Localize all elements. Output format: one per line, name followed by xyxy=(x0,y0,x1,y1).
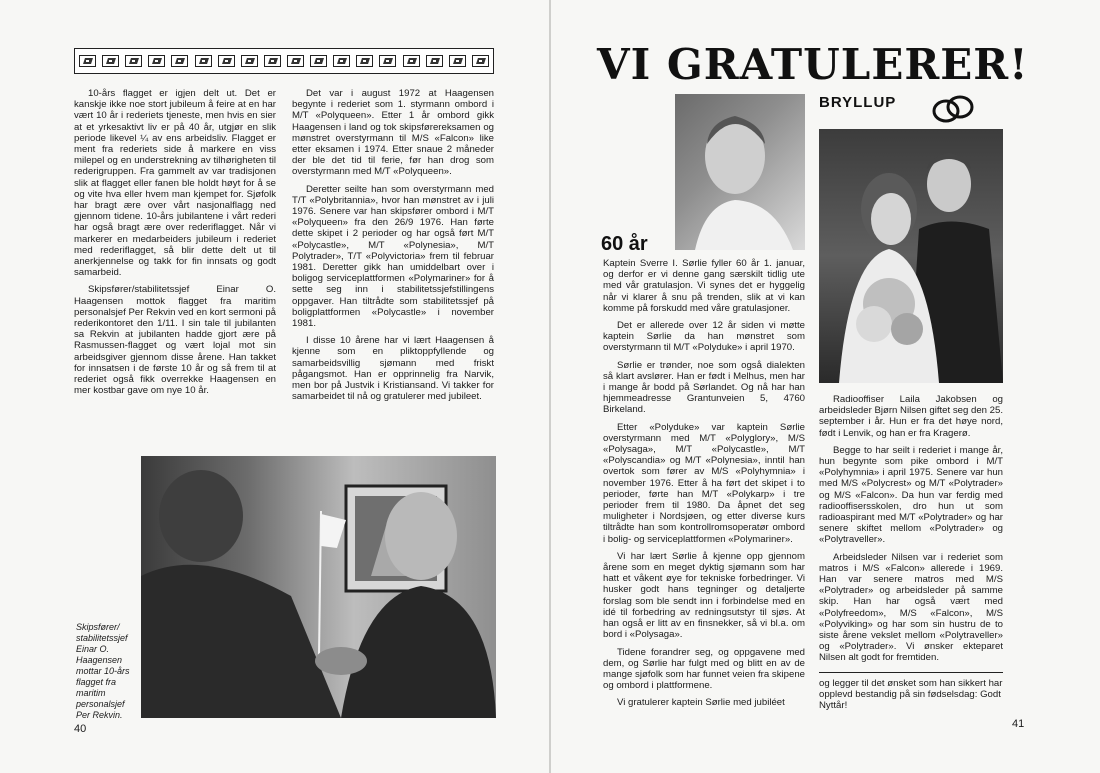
company-flag-icon xyxy=(356,55,373,67)
page-number: 41 xyxy=(1012,718,1025,730)
column-divider xyxy=(819,672,1003,673)
article-paragraph: Vi har lært Sørlie å kjenne opp gjennom årene som en meget dyktig sjømann som har hatt et våkent øye for tekniske forbedringer. Vi husker godt hans tegninger og detaljerte forslag som ble sendt inn i forbindelse med en idé til forbedring av redningsutstyr til sjøs. At han også er litt av en finsnekker, så vi bl.a. om bord i «Polysaga». xyxy=(603,550,805,641)
flag-handover-photo-illustration xyxy=(141,456,496,718)
company-flag-icon xyxy=(472,55,489,67)
birthday-portrait-photo xyxy=(675,94,805,250)
photo-caption: Skipsfører/ stabilitetssjef Einar O. Haagensen mottar 10-års flagget fra maritim personalsjef Per Rekvin. xyxy=(76,622,130,720)
company-flag-icon xyxy=(241,55,258,67)
article-paragraph: og legger til det ønsket som han sikkert har opplevd bestandig på sin fødselsdag: Godt Nyttår! xyxy=(819,678,1003,712)
company-flag-icon xyxy=(426,55,443,67)
company-flag-icon xyxy=(195,55,212,67)
page-number: 40 xyxy=(74,723,87,735)
company-flag-icon xyxy=(171,55,188,67)
article-paragraph: Det er allerede over 12 år siden vi møtte kaptein Sørlie da han mønstret som overstyrmann til M/T «Polyduke» i april 1970. xyxy=(603,320,805,354)
birthday-portrait-illustration xyxy=(675,94,805,250)
article-column-1 xyxy=(74,88,276,402)
article-paragraph: Etter «Polyduke» var kaptein Sørlie overstyrmann med M/T «Polyglory», M/S «Polysaga», M/T «Polycastle», M/T «Polyscandia» og M/T «Polynesia», inntil han overtok som fører av M/S «Polyhymnia» i november 1976. Etter å ha ført det skipet i to perioder, førte han M/T «Polykarp» i tre perioder frem til 1980. Da åpnet det seg muligheter i Nordsjøen, og etter diverse kurs tiltrådte han som kontrollromsoperatør ombord i bolig- og serviceplattformen «Polymariner». xyxy=(603,421,805,545)
birthday-label: 60 år xyxy=(601,233,648,255)
article-paragraph: 10-års flagget er igjen delt ut. Det er kanskje ikke noe stort jubileum å feire at en har vært 10 år i rederiets tjeneste, men hvis en sier at et yrkesaktivt liv er på 40 år, utgjør en slik periode likevel ¼ av ens arbeidsliv. Flagget er ment fra rederiets side å markere en viss milepel og en understrekning av tilhørigheten til rederigruppen. Fra gammelt av var tradisjonen slik at flagget eller fanen ble holdt høyt for å se og vite hva eller hvem man kjempet for. Sjøfolk har bragt ære over vårt nasjonalflagg ned gjennom tidene. 10-års jubilantene i vårt rederi har også bragt ære over rederiflagget. Når vi markerer en medarbeiders jubileum i rederiet med rederiflagget, så blir dette delt ut til anerkjennelse og takk for fin innsats og godt samarbeid. xyxy=(74,88,276,279)
company-flag-icon xyxy=(333,55,350,67)
company-flag-icon xyxy=(125,55,142,67)
article-paragraph: Tidene forandrer seg, og oppgavene med dem, og Sørlie har fulgt med og blitt en av de mange sjøfolk som har funnet veien fra skipene og ombord i plattformene. xyxy=(603,646,805,692)
birthday-continuation xyxy=(819,678,1003,718)
wedding-rings-icon xyxy=(929,92,977,126)
article-paragraph: Deretter seilte han som overstyrmann med T/T «Polybritannia», hvor han mønstret av i juli 1976. Senere var han skipsfører ombord i M/T «Polyqueen» fra den 26/9 1976. Han førte dette skipet i 2 perioder og har også ført M/T «Polycastle», M/T «Polynesia», M/T Polytrader», T/T «Polyvictoria» frem til februar 1981. Deretter gikk han umiddelbart over i boligog serviceplattformen «Polymariner» for å sette seg inn i stabilitetssjefstillingens oppgaver. Han tiltrådte som stabilitetssjef på boligplattformen «Polycastle» i november 1981. xyxy=(292,183,494,330)
company-flag-icon xyxy=(79,55,96,67)
article-paragraph: Kaptein Sverre I. Sørlie fyller 60 år 1. januar, og derfor er vi denne gang særskilt tidlig ute med vår gratulasjon. Vi synes det er hyggelig når vi klarer å snu på trenden, slik at vi kan komme på forskudd med våre gratulasjoner. xyxy=(603,258,805,314)
article-paragraph: Skipsfører/stabilitetssjef Einar O. Haagensen mottok flagget fra maritim personalsjef Per Rekvin ved en kort sermoni på rederikontoret den 1/11. I sin tale til jubilanten sa Rekvin at jubilanten hadde gjort ære på Rasmussen-flagget og vært lojal mot sin arbeidsgiver gjennom disse årene. Han takket for innsatsen i de første 10 år og så frem til at rederiet også fikk overrekke Haagensen en mer kostbar gave om nye 10 år. xyxy=(74,284,276,397)
flag-handover-photo xyxy=(141,456,496,718)
company-flag-icon xyxy=(310,55,327,67)
article-paragraph: Sørlie er trønder, noe som også dialekten så klart avslører. Han er født i Melhus, men har i mange år bodd på Sørlandet. Og nå har han hjemmeadresse Grantunveien 5, 4760 Birkeland. xyxy=(603,359,805,416)
company-flag-icon xyxy=(403,55,420,67)
wedding-column xyxy=(819,394,1003,670)
company-flag-icon xyxy=(379,55,396,67)
company-flag-icon xyxy=(148,55,165,67)
company-flag-icon xyxy=(102,55,119,67)
company-flag-icon xyxy=(218,55,235,67)
wedding-photo-illustration xyxy=(819,129,1003,383)
page-40 xyxy=(0,0,549,773)
article-paragraph: I disse 10 årene har vi lært Haagensen å kjenne som en pliktoppfyllende og samarbeidsvillig sjømann med friskt pågangsmot. Han er opprinnelig fra Narvik, men bor på Justvik i Kristiansand. Vi takker for samarbeidet til nå og gratulerer med jubileet. xyxy=(292,335,494,403)
wedding-label: BRYLLUP xyxy=(819,94,897,111)
page-headline: VI GRATULERER! xyxy=(597,40,1029,89)
article-column-2 xyxy=(292,88,494,408)
article-paragraph: Vi gratulerer kaptein Sørlie med jubiléet xyxy=(617,697,785,709)
company-flag-icon xyxy=(449,55,466,67)
article-paragraph: Arbeidsleder Nilsen var i rederiet som matros i M/S «Falcon» allerede i 1969. Han var senere matros med M/S «Polytrader» og arbeidsleder på samme skip. Han har også vært med «Polyfreedom», M/S «Falcon», M/S «Polyviking» og har som sin hustru de to siste årene vekslet mellom «Polytraveller» og «Polytrader». Vi ønsker ekteparet Nilsen alt godt for fremtiden. xyxy=(819,551,1003,664)
article-paragraph: Radiooffiser Laila Jakobsen og arbeidsleder Bjørn Nilsen giftet seg den 25. september i år. Hun er fra det høye nord, født i Lenvik, og han er fra Kragerø. xyxy=(819,394,1003,439)
company-flag-icon-band xyxy=(74,48,494,74)
wedding-photo xyxy=(819,129,1003,383)
birthday-column xyxy=(603,258,805,715)
article-paragraph: Det var i august 1972 at Haagensen begynte i rederiet som 1. styrmann ombord i M/T «Polyqueen». Etter 1 år ombord gikk Haagensen i land og tok skipsførereksamen og mønstret overstyrmann til M/S «Falcon» like etter eksamen i 1974. Etter snaue 2 måneder der ble det tid til ferie, før han drog som overstyrmann med M/T «Polyqueen». xyxy=(292,88,494,178)
company-flag-icon xyxy=(287,55,304,67)
article-paragraph: Begge to har seilt i rederiet i mange år, hun begynte som pike ombord i M/T «Polyhymnia» i april 1975. Senere var hun med M/S «Polycrest» og M/T «Polytrader» og M/S «Falcon». Da hun var ferdig med radiooffisersskolen, dro hun ut som radioaspirant med M/T «Polytrader» og har senere skiftet mellom «Polytrader» og «Polytraveller». xyxy=(819,444,1003,546)
page-41 xyxy=(551,0,1100,773)
company-flag-icon xyxy=(264,55,281,67)
